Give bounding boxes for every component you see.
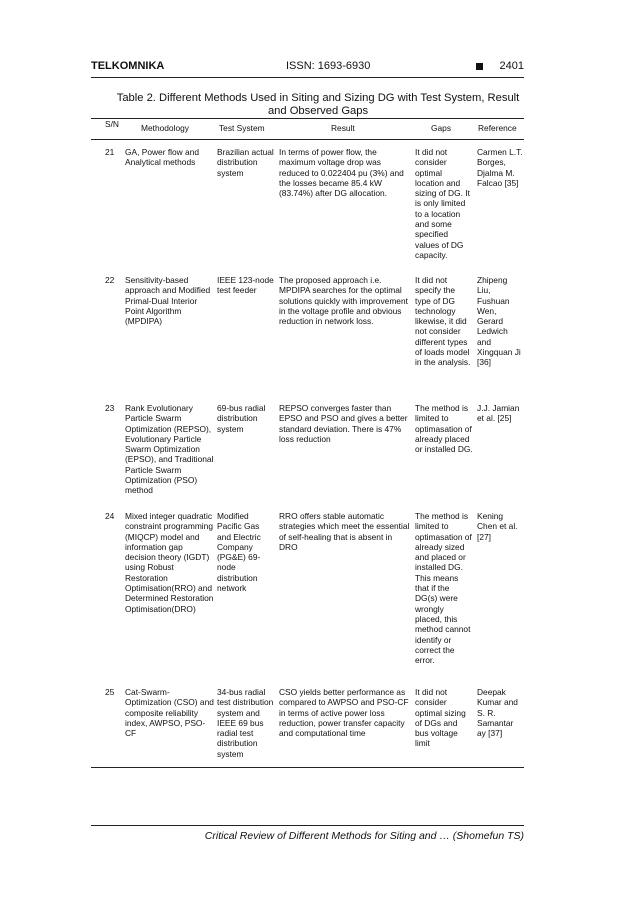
page-header [91,60,524,78]
cell-gaps: It did not consider optimal location and sizing of DG. It is only limited to a location and some specified values of DG capacity. [415,147,470,260]
cell-reference: Kening Chen et al. [27] [477,511,518,542]
column-header-methodology: Methodology [141,123,189,133]
cell-gaps: It did not specify the type of DG technology likewise, it did not consider different types of loads model in the analysis. [415,275,471,368]
column-header-sn: S/N [105,119,119,129]
cell-sn: 23 [105,403,115,413]
cell-result: CSO yields better performance as compared to AWPSO and PSO-CF in terms of active power loss reduction, power transfer capacity and computational time [279,687,409,739]
table-bottom-rule [91,767,524,768]
cell-result: In terms of power flow, the maximum voltage drop was reduced to 0.022404 pu (3%) and the losses became 85.4 kW (83.74%) after DG allocation. [279,147,404,199]
footer-running-title: Critical Review of Different Methods for Siting and … (Shomefun TS) [204,830,524,842]
cell-test-system: 69-bus radial distribution system [217,403,266,434]
cell-result: RRO offers stable automatic strategies which meet the essential of self-healing that is absent in DRO [279,511,410,552]
page-footer [91,825,524,844]
cell-test-system: Modified Pacific Gas and Electric Company (PG&E) 69-node distribution network [217,511,261,594]
table-header-row [91,118,524,140]
cell-test-system: Brazilian actual distribution system [217,147,274,178]
cell-result: REPSO converges faster than EPSO and PSO and gives a better standard deviation. There is 47% loss reduction [279,403,408,444]
cell-sn: 25 [105,687,115,697]
cell-reference: Deepak Kumar and S. R. Samantar ay [37] [477,687,518,739]
methods-table [91,118,524,759]
cell-sn: 22 [105,275,115,285]
table-caption: Table 2. Different Methods Used in Siting and Sizing DG with Test System, Result and Observed Gaps [116,92,520,117]
cell-reference: Carmen L.T. Borges, Djalma M. Falcao [35] [477,147,523,188]
issn: ISSN: 1693-6930 [286,60,371,72]
cell-result: The proposed approach i.e. MPDIPA searches for the optimal solutions quickly with improvement in the voltage profile and obvious reduction in network loss. [279,275,408,327]
cell-methodology: GA, Power flow and Analytical methods [125,147,200,168]
cell-methodology: Rank Evolutionary Particle Swarm Optimization (REPSO), Evolutionary Particle Swarm Optimization (EPSO), and Traditional Particle Swarm Optimization (PSO) method [125,403,214,496]
cell-sn: 24 [105,511,115,521]
column-header-result: Result [331,123,355,133]
cell-gaps: The method is limited to optimasation of already placed or installed DG. [415,403,473,455]
cell-reference: Zhipeng Liu, Fushuan Wen, Gerard Ledwich and Xingquan Ji [36] [477,275,521,368]
column-header-test-system: Test System [219,123,265,133]
column-header-reference: Reference [478,123,517,133]
cell-gaps: It did not consider optimal sizing of DGs and bus voltage limit [415,687,466,749]
cell-reference: J.J. Jamian et al. [25] [477,403,520,424]
cell-methodology: Mixed integer quadratic constraint programming (MIQCP) model and information gap decision theory (IGDT) using Robust Restoration Optimisation(RRO) and Determined Restoration Optimisation(DRO) [125,511,214,614]
cell-test-system: 34-bus radial test distribution system and IEEE 69 bus radial test distribution system [217,687,274,759]
page-number: 2401 [499,60,524,72]
cell-methodology: Cat-Swarm-Optimization (CSO) and composite reliability index, AWPSO, PSO-CF [125,687,214,739]
cell-gaps: The method is limited to optimasation of already sized and placed or installed DG. This means that if the DG(s) were wrongly placed, this method cannot identify or correct the error. [415,511,472,666]
column-header-gaps: Gaps [431,123,452,133]
cell-test-system: IEEE 123-node test feeder [217,275,274,296]
cell-methodology: Sensitivity-based approach and Modified Primal-Dual Interior Point Algorithm (MPDIPA) [125,275,211,327]
journal-name: TELKOMNIKA [91,60,165,72]
cell-sn: 21 [105,147,115,157]
square-bullet-icon [476,63,483,70]
